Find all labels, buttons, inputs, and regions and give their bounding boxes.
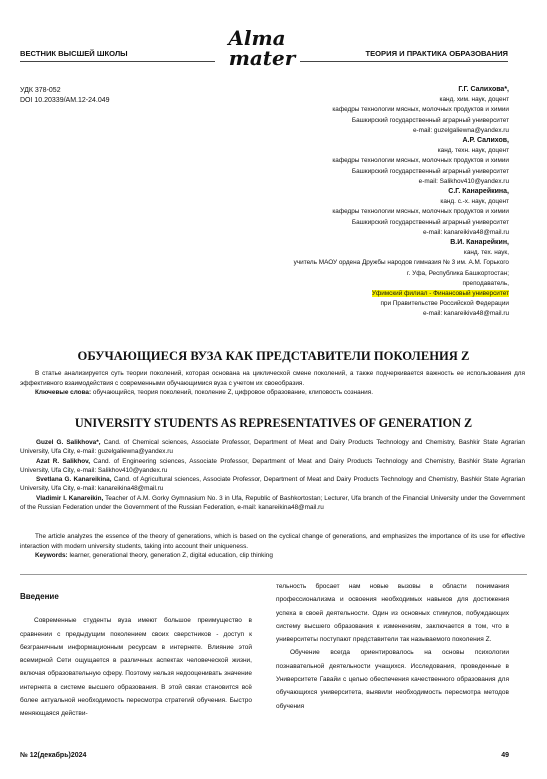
author-email: e-mail: Salikhov410@yandex.ru	[418, 177, 509, 185]
udk-doi	[20, 86, 110, 106]
journal-logo	[218, 28, 296, 68]
author-en-name: Vladimir I. Kanareikin,	[36, 494, 104, 502]
authors-ru	[189, 85, 509, 320]
author-en-text: Cand. of Chemical sciences, Associate Professor, Department of Meat and Dairy Products Technology and Chemistry, Bashkir State Agrarian University, Ufa City, e-mail: guzelgaliewna@yandex.ru	[20, 439, 525, 456]
issue-number: № 12(декабрь)2024	[20, 752, 87, 759]
author-en-text: Cand. of Engineering sciences, Associate Professor, Department of Meat and Dairy Products Technology and Chemistry, Bashkir State Agrarian University, Ufa City, e-mail: Salikhov410@yandex.ru	[20, 457, 525, 474]
author-line: г. Уфа, Республика Башкортостан;	[407, 269, 509, 277]
logo-line1: Alma	[228, 26, 286, 50]
author-line: канд. тех. наук,	[463, 249, 509, 257]
author-name: С.Г. Канарейкина,	[448, 188, 509, 196]
keywords-en: learner, generational theory, generation Z, digital education, clip thinking	[67, 552, 273, 559]
body-paragraph: Современные студенты вуза имеют большое преимущество в сравнении с предыдущим поколением своих сверстников - доступ к безграничным информационным ресурсам в интернете. Влияние этой всемирной Сети ощущается в различных аспектах человеческой жизни, включая образовательную сферу. Поэтому нельзя недооценивать значение интернета в системе высшего образования. В этой связи становится всё более актуальной необходимость пересмотра стратегий обучения. Быстро меняющаяся действи-	[20, 617, 252, 718]
author-line: Башкирский государственный аграрный университет	[351, 167, 509, 175]
author-line: канд. хим. наук, доцент	[439, 96, 509, 104]
section-divider	[20, 574, 527, 575]
author-en-name: Azat R. Salikhov,	[36, 457, 91, 465]
author-en-text: Cand. of Agricultural sciences, Associate Professor, Department of Meat and Dairy Products Technology and Chemistry, Bashkir State Agrarian University, Ufa City, e-mail: kanareikina48@mail.ru	[20, 476, 525, 493]
author-name: Г.Г. Салихова*,	[458, 86, 509, 93]
author-line: Башкирский государственный аграрный университет	[351, 116, 509, 124]
body-paragraph: тельность бросает нам новые вызовы в области понимания профессионализма и освоения необходимых навыков для достижения успеха в своей деятельности. Один из основных стимулов, побуждающих систему высшего образования к изменениям, заключается в том, что в университеты поступают представители так называемого поколения Z.	[276, 583, 509, 644]
highlighted-affiliation: Уфимский филиал - Финансовый университет	[371, 290, 509, 298]
author-line: Башкирский государственный аграрный университет	[351, 218, 509, 226]
author-name: В.И. Канарейкин,	[450, 239, 509, 247]
author-name: А.Р. Салихов,	[462, 137, 509, 145]
body-column-right	[276, 580, 509, 713]
author-line: учитель МАОУ ордена Дружбы народов гимназия № 3 им. А.М. Горького	[293, 259, 509, 267]
section-heading: Введение	[20, 592, 59, 601]
header-rule-right	[300, 61, 508, 62]
author-line: кафедры технологии мясных, молочных продуктов и химии	[332, 157, 509, 165]
body-column-left	[20, 590, 252, 721]
author-line: преподаватель,	[462, 279, 509, 287]
journal-section: ТЕОРИЯ И ПРАКТИКА ОБРАЗОВАНИЯ	[365, 49, 508, 58]
author-line: кафедры технологии мясных, молочных продуктов и химии	[332, 208, 509, 216]
udk: УДК 378-052	[20, 87, 61, 94]
journal-name: ВЕСТНИК ВЫСШЕЙ ШКОЛЫ	[20, 49, 128, 58]
author-line: канд. техн. наук, доцент	[437, 147, 509, 155]
body-paragraph: Обучение всегда ориентировалось на основы психологии познавательной деятельности учащихся. Исследования, проведенные в Университете Гавайи с целью обеспечения качественного образования для обучающихся университета, выявили необходимость пересмотра методов обучения	[276, 649, 509, 710]
abstract-en	[20, 532, 525, 561]
article-title-en: UNIVERSITY STUDENTS AS REPRESENTATIVES OF GENERATION Z	[74, 416, 473, 430]
keywords-en-label: Keywords:	[35, 552, 68, 559]
author-en-name: Svetlana G. Kanareikina,	[36, 476, 112, 484]
doi: DOI 10.20339/AM.12-24.049	[20, 97, 110, 104]
author-line: при Правительстве Российской Федерации	[380, 300, 509, 308]
author-email: e-mail: kanareikiva48@mail.ru	[422, 310, 509, 318]
article-title-ru: ОБУЧАЮЩИЕСЯ ВУЗА КАК ПРЕДСТАВИТЕЛИ ПОКОЛЕНИЯ Z	[77, 349, 470, 363]
logo-line2: mater	[228, 46, 296, 70]
header-rule-left	[20, 61, 215, 62]
author-line: кафедры технологии мясных, молочных продуктов и химии	[332, 106, 509, 114]
author-email: e-mail: kanareikiva48@mail.ru	[422, 228, 509, 236]
keywords-ru-label: Ключевые слова:	[35, 389, 92, 396]
abstract-ru	[20, 369, 525, 398]
abstract-en-text: The article analyzes the essence of the theory of generations, which is based on the cyclical change of generations, and emphasizes the importance of its use for effective interaction with modern university students, taking into account their uniqueness.	[20, 533, 525, 550]
abstract-ru-text: В статье анализируется суть теории поколений, которая основана на циклической смене поколений, а также подчеркивается важность ее использования для эффективного взаимодействия с современными обучающимися вуза с учетом их своеобразия.	[20, 370, 525, 387]
author-en-text: Teacher of A.M. Gorky Gymnasium No. 3 in Ufa, Republic of Bashkortostan; Lecturer, Ufa branch of the Financial University under the Government of the Russian Federation under the Government of the Russian Federation, e-mail: kanareikina48@mail.ru	[20, 494, 525, 512]
keywords-ru: обучающийся, теория поколений, поколение Z, цифровое образование, клиповость сознания.	[91, 389, 373, 396]
author-email: e-mail: guzelgaliewna@yandex.ru	[412, 126, 509, 134]
authors-en	[20, 438, 525, 512]
page-number: 49	[501, 752, 509, 759]
author-en-name: Guzel G. Salikhova*,	[36, 439, 101, 446]
author-line: канд. с.-х. наук, доцент	[440, 198, 509, 206]
